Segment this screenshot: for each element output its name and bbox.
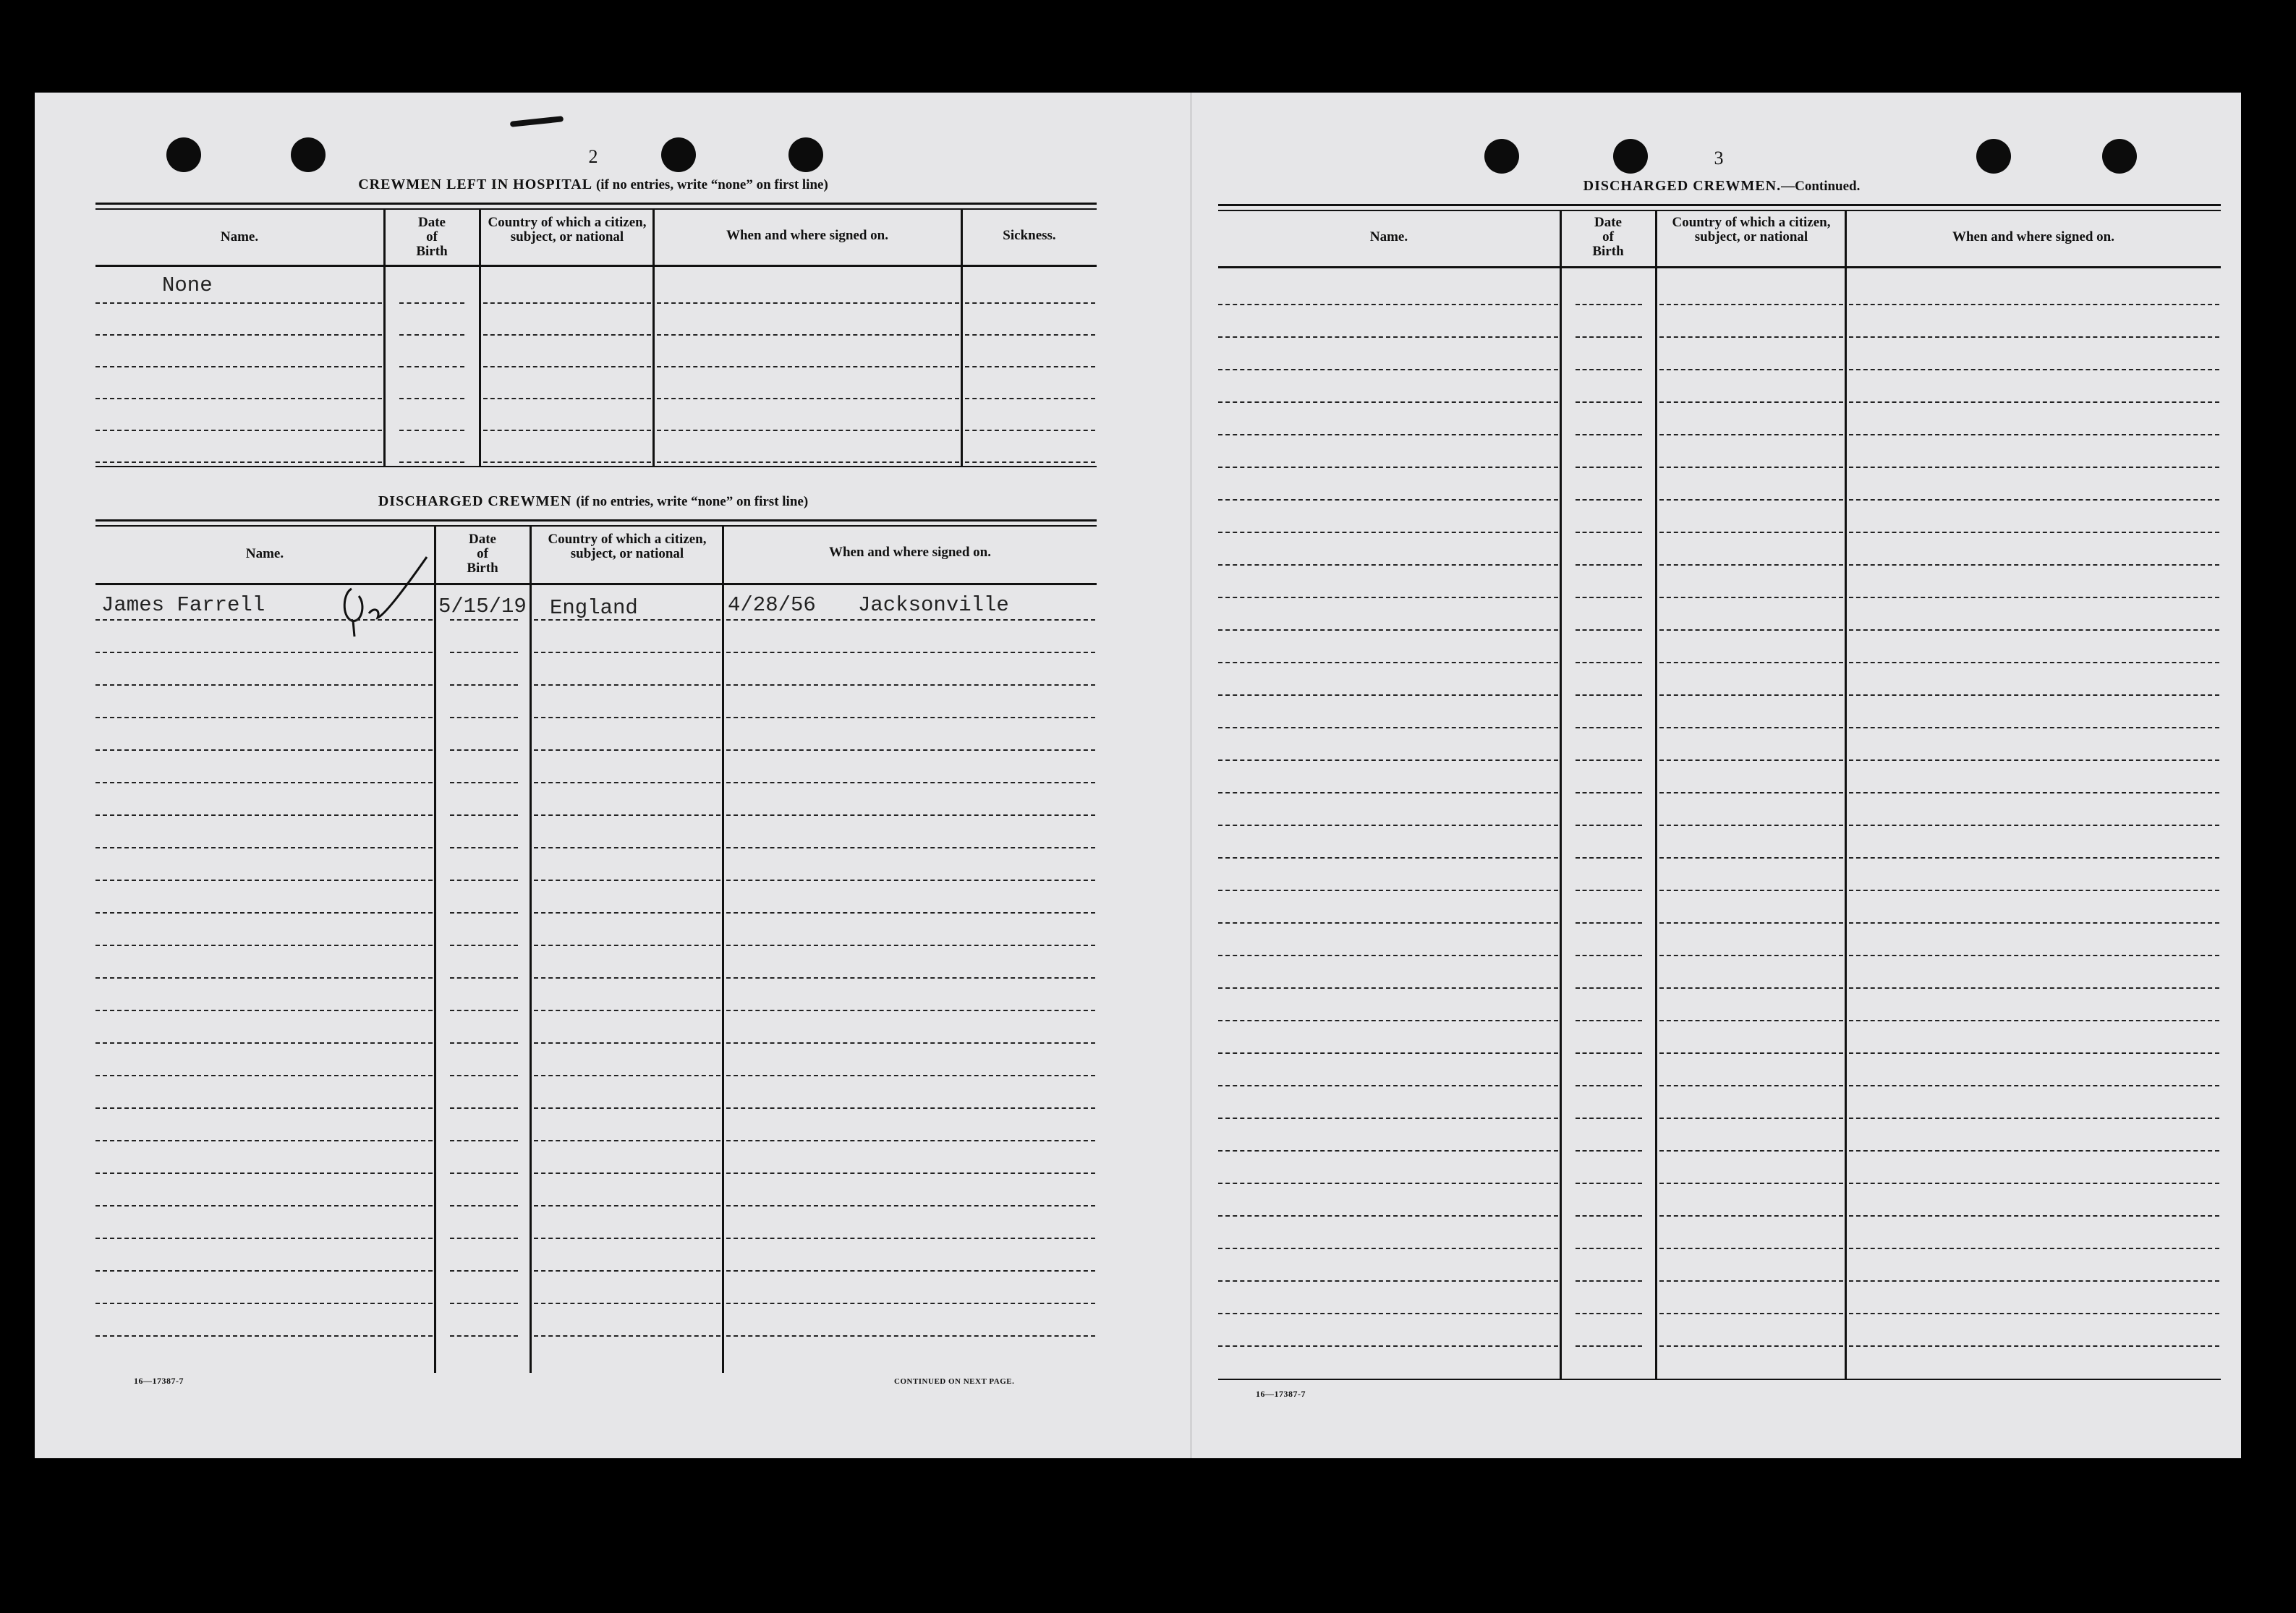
dashed-line <box>534 1140 720 1141</box>
hospital-row-name: None <box>162 273 213 297</box>
dashed-line <box>726 782 1095 783</box>
dashed-line <box>1659 792 1843 793</box>
dashed-line <box>1576 727 1642 728</box>
dashed-line <box>95 366 382 367</box>
dashed-line <box>1659 597 1843 598</box>
dashed-line <box>1849 1118 2219 1119</box>
dashed-line <box>534 1335 720 1337</box>
dashed-line <box>1218 401 1558 403</box>
dashed-line <box>726 652 1095 653</box>
dashed-line <box>1218 857 1558 859</box>
punch-hole <box>1976 139 2011 174</box>
dashed-line <box>399 398 464 399</box>
dashed-line <box>1218 694 1558 696</box>
dashed-line <box>1849 955 2219 956</box>
dashed-line <box>1218 369 1558 370</box>
dashed-line <box>450 684 518 686</box>
dashed-line <box>95 782 433 783</box>
dashed-line <box>1218 1052 1558 1054</box>
dashed-line <box>95 847 433 848</box>
dashed-line <box>965 461 1095 463</box>
dashed-line <box>534 814 720 816</box>
dashed-line <box>1659 336 1843 338</box>
hospital-section-title: CREWMEN LEFT IN HOSPITAL (if no entries, write “none” on first line) <box>358 176 828 192</box>
dashed-line <box>95 1042 433 1044</box>
dashed-line <box>1218 890 1558 891</box>
dashed-line <box>1576 955 1642 956</box>
dashed-line <box>534 782 720 783</box>
continued-note: CONTINUED ON NEXT PAGE. <box>894 1377 1015 1386</box>
dashed-line <box>657 334 959 336</box>
dashed-line <box>95 1075 433 1076</box>
dashed-line <box>1659 1118 1843 1119</box>
dashed-line <box>450 1238 518 1239</box>
dashed-line <box>1576 467 1642 468</box>
punch-hole <box>1484 139 1519 174</box>
dashed-line <box>1659 1020 1843 1021</box>
dashed-line <box>1576 1248 1642 1249</box>
dashed-line <box>1849 1345 2219 1347</box>
dashed-line <box>1218 1215 1558 1217</box>
dashed-line <box>1576 1150 1642 1152</box>
dashed-line <box>1849 401 2219 403</box>
dashed-line <box>1576 759 1642 761</box>
dashed-line <box>450 912 518 914</box>
dashed-line <box>1849 597 2219 598</box>
dashed-line <box>1849 1313 2219 1314</box>
dashed-line <box>1849 1052 2219 1054</box>
dashed-line <box>726 717 1095 718</box>
dashed-line <box>95 398 382 399</box>
dashed-line <box>483 302 651 304</box>
dashed-line <box>1218 662 1558 663</box>
dashed-line <box>726 977 1095 979</box>
dashed-line <box>1849 336 2219 338</box>
punch-hole <box>2102 139 2137 174</box>
dashed-line <box>1659 1150 1843 1152</box>
dashed-line <box>726 880 1095 881</box>
dashed-line <box>95 302 382 304</box>
dashed-line <box>1218 825 1558 826</box>
col-header-sickness: Sickness. <box>1003 228 1056 243</box>
dashed-line <box>657 430 959 431</box>
dashed-line <box>726 1270 1095 1272</box>
dashed-line <box>965 334 1095 336</box>
dashed-line <box>450 1172 518 1174</box>
dashed-line <box>95 880 433 881</box>
dashed-line <box>726 847 1095 848</box>
dashed-line <box>1849 369 2219 370</box>
dashed-line <box>1218 1118 1558 1119</box>
dashed-line <box>399 366 464 367</box>
dashed-line <box>95 1107 433 1109</box>
punch-hole <box>1613 139 1648 174</box>
dashed-line <box>1849 890 2219 891</box>
dashed-line <box>657 398 959 399</box>
dashed-line <box>1659 434 1843 435</box>
dashed-line <box>726 1075 1095 1076</box>
dashed-line <box>1659 662 1843 663</box>
dashed-line <box>1849 434 2219 435</box>
form-number: 16—17387-7 <box>134 1376 184 1386</box>
punch-hole <box>166 137 201 172</box>
dashed-line <box>1218 467 1558 468</box>
dashed-line <box>1849 792 2219 793</box>
dashed-line <box>1659 955 1843 956</box>
dashed-line <box>1659 401 1843 403</box>
crewman-signed-place: Jacksonville <box>858 593 1009 617</box>
dashed-line <box>534 619 720 621</box>
dashed-line <box>95 1172 433 1174</box>
dashed-line <box>1849 467 2219 468</box>
dashed-line <box>1218 1313 1558 1314</box>
dashed-line <box>1576 1052 1642 1054</box>
dashed-line <box>1576 401 1642 403</box>
dashed-line <box>1849 1020 2219 1021</box>
dashed-line <box>534 977 720 979</box>
dashed-line <box>1659 499 1843 501</box>
page-number: 3 <box>1714 148 1724 169</box>
dashed-line <box>726 945 1095 946</box>
dashed-line <box>1218 564 1558 566</box>
dashed-line <box>1576 499 1642 501</box>
dashed-line <box>1659 304 1843 305</box>
dashed-line <box>1659 564 1843 566</box>
dashed-line <box>965 430 1095 431</box>
punch-hole <box>661 137 696 172</box>
dashed-line <box>534 1303 720 1304</box>
dashed-line <box>1659 629 1843 631</box>
dashed-line <box>450 1140 518 1141</box>
dashed-line <box>483 461 651 463</box>
dashed-line <box>1576 629 1642 631</box>
dashed-line <box>95 1270 433 1272</box>
dashed-line <box>450 619 518 621</box>
dashed-line <box>1659 1085 1843 1086</box>
dashed-line <box>1659 1215 1843 1217</box>
dashed-line <box>1849 1085 2219 1086</box>
dashed-line <box>1659 1345 1843 1347</box>
dashed-line <box>1218 1345 1558 1347</box>
hospital-table <box>95 203 1097 472</box>
dashed-line <box>95 619 433 621</box>
dashed-line <box>1576 662 1642 663</box>
dashed-line <box>450 1075 518 1076</box>
discharged-table <box>95 519 1097 1373</box>
dashed-line <box>534 1075 720 1076</box>
dashed-line <box>534 880 720 881</box>
dashed-line <box>1849 1183 2219 1184</box>
dashed-line <box>1849 857 2219 859</box>
dashed-line <box>1576 694 1642 696</box>
dashed-line <box>1849 694 2219 696</box>
dashed-line <box>399 334 464 336</box>
dashed-line <box>726 1303 1095 1304</box>
dashed-line <box>1659 369 1843 370</box>
dashed-line <box>95 1335 433 1337</box>
dashed-line <box>1849 987 2219 989</box>
dashed-line <box>1218 499 1558 501</box>
dashed-line <box>450 1205 518 1206</box>
dashed-line <box>1849 1248 2219 1249</box>
dashed-line <box>399 302 464 304</box>
dashed-line <box>1576 987 1642 989</box>
dashed-line <box>1218 922 1558 924</box>
dashed-line <box>1576 532 1642 533</box>
dashed-line <box>657 302 959 304</box>
dashed-line <box>726 1172 1095 1174</box>
form-number: 16—17387-7 <box>1256 1389 1306 1399</box>
col-header-signed: When and where signed on. <box>828 545 991 560</box>
dashed-line <box>1659 759 1843 761</box>
col-header-dob: Date of Birth <box>467 532 498 576</box>
dashed-line <box>95 945 433 946</box>
dashed-line <box>1659 1280 1843 1282</box>
dashed-line <box>483 334 651 336</box>
dashed-line <box>1576 336 1642 338</box>
dashed-line <box>483 430 651 431</box>
dashed-line <box>450 1107 518 1109</box>
dashed-line <box>1849 759 2219 761</box>
col-header-dob: Date of Birth <box>416 215 448 259</box>
dashed-line <box>1576 1118 1642 1119</box>
col-header-signed: When and where signed on. <box>726 228 888 243</box>
dashed-line <box>1576 1345 1642 1347</box>
dashed-line <box>450 977 518 979</box>
dashed-line <box>1218 1248 1558 1249</box>
dashed-line <box>534 1238 720 1239</box>
col-header-country: Country of which a citizen, subject, or national <box>1672 215 1831 244</box>
crewman-name: James Farrell <box>101 593 265 617</box>
dashed-line <box>1218 1085 1558 1086</box>
dashed-line <box>95 1140 433 1141</box>
dashed-line <box>1218 759 1558 761</box>
discharged-section-title: DISCHARGED CREWMEN (if no entries, write “none” on first line) <box>378 493 809 509</box>
crewman-country: England <box>550 596 638 620</box>
col-header-name: Name. <box>245 546 284 561</box>
dashed-line <box>534 1010 720 1011</box>
crewman-dob: 5/15/19 <box>438 595 527 618</box>
dashed-line <box>726 619 1095 621</box>
dashed-line <box>450 1303 518 1304</box>
dashed-line <box>1849 1150 2219 1152</box>
dashed-line <box>726 1205 1095 1206</box>
dashed-line <box>726 912 1095 914</box>
dashed-line <box>95 652 433 653</box>
dashed-line <box>1576 1280 1642 1282</box>
dashed-line <box>1576 369 1642 370</box>
dashed-line <box>95 977 433 979</box>
punch-hole <box>788 137 823 172</box>
dashed-line <box>965 366 1095 367</box>
discharged-continued-title: DISCHARGED CREWMEN.—Continued. <box>1583 178 1861 194</box>
dashed-line <box>1659 1248 1843 1249</box>
dashed-line <box>450 1270 518 1272</box>
dashed-line <box>1849 662 2219 663</box>
dashed-line <box>1576 1183 1642 1184</box>
dashed-line <box>1218 434 1558 435</box>
dashed-line <box>483 398 651 399</box>
dashed-line <box>95 1010 433 1011</box>
dashed-line <box>1218 597 1558 598</box>
dashed-line <box>1659 857 1843 859</box>
dashed-line <box>1576 792 1642 793</box>
dashed-line <box>1576 1313 1642 1314</box>
dashed-line <box>399 461 464 463</box>
col-header-country: Country of which a citizen, subject, or national <box>548 532 707 561</box>
dashed-line <box>1218 727 1558 728</box>
dashed-line <box>1218 792 1558 793</box>
dashed-line <box>1576 1215 1642 1217</box>
dashed-line <box>657 366 959 367</box>
dashed-line <box>657 461 959 463</box>
punch-hole <box>291 137 326 172</box>
dashed-line <box>95 461 382 463</box>
dashed-line <box>1218 336 1558 338</box>
dashed-line <box>1218 304 1558 305</box>
dashed-line <box>1659 890 1843 891</box>
dashed-line <box>1218 1020 1558 1021</box>
dashed-line <box>534 945 720 946</box>
dashed-line <box>534 1205 720 1206</box>
dashed-line <box>483 366 651 367</box>
handwritten-check-mark <box>327 535 435 644</box>
dashed-line <box>1218 1183 1558 1184</box>
dashed-line <box>1576 825 1642 826</box>
dashed-line <box>450 814 518 816</box>
dashed-line <box>726 1335 1095 1337</box>
dashed-line <box>1218 629 1558 631</box>
dashed-line <box>726 1238 1095 1239</box>
dashed-line <box>726 1010 1095 1011</box>
dashed-line <box>450 749 518 751</box>
dashed-line <box>726 814 1095 816</box>
dashed-line <box>726 1140 1095 1141</box>
dashed-line <box>1659 922 1843 924</box>
dashed-line <box>965 302 1095 304</box>
discharged-continued-table <box>1218 204 2221 1382</box>
dashed-line <box>1849 499 2219 501</box>
dashed-line <box>1576 304 1642 305</box>
dashed-line <box>95 684 433 686</box>
dashed-line <box>1576 890 1642 891</box>
dashed-line <box>1576 857 1642 859</box>
dashed-line <box>1218 1280 1558 1282</box>
dashed-line <box>95 1238 433 1239</box>
dashed-line <box>534 1042 720 1044</box>
dashed-line <box>1659 694 1843 696</box>
dashed-line <box>534 749 720 751</box>
dashed-line <box>1218 532 1558 533</box>
dashed-line <box>1849 304 2219 305</box>
dashed-line <box>1576 922 1642 924</box>
dashed-line <box>1218 987 1558 989</box>
dashed-line <box>534 652 720 653</box>
col-header-signed: When and where signed on. <box>1952 229 2114 244</box>
dashed-line <box>95 912 433 914</box>
dashed-line <box>450 782 518 783</box>
dashed-line <box>1659 1052 1843 1054</box>
dashed-line <box>1659 1183 1843 1184</box>
dashed-line <box>450 652 518 653</box>
dashed-line <box>1849 825 2219 826</box>
dashed-line <box>965 398 1095 399</box>
page-number: 2 <box>588 146 598 167</box>
dashed-line <box>95 814 433 816</box>
dashed-line <box>1576 1085 1642 1086</box>
dashed-line <box>1849 629 2219 631</box>
dashed-line <box>1218 955 1558 956</box>
dashed-line <box>1849 1280 2219 1282</box>
dashed-line <box>1849 727 2219 728</box>
dashed-line <box>726 684 1095 686</box>
dashed-line <box>1659 825 1843 826</box>
dashed-line <box>1659 727 1843 728</box>
dashed-line <box>1576 564 1642 566</box>
dashed-line <box>1576 434 1642 435</box>
dashed-line <box>534 1172 720 1174</box>
dashed-line <box>1659 987 1843 989</box>
dashed-line <box>726 749 1095 751</box>
dashed-line <box>450 847 518 848</box>
dashed-line <box>1576 1020 1642 1021</box>
dashed-line <box>95 717 433 718</box>
dashed-line <box>450 880 518 881</box>
dashed-line <box>1849 922 2219 924</box>
dashed-line <box>534 847 720 848</box>
dashed-line <box>1576 597 1642 598</box>
dashed-line <box>95 334 382 336</box>
dashed-line <box>1849 532 2219 533</box>
page-fold <box>1190 93 1192 1458</box>
dashed-line <box>534 684 720 686</box>
dashed-line <box>95 1303 433 1304</box>
dashed-line <box>95 1205 433 1206</box>
dashed-line <box>534 1107 720 1109</box>
dashed-line <box>450 1335 518 1337</box>
dashed-line <box>399 430 464 431</box>
col-header-name: Name. <box>220 229 259 244</box>
dashed-line <box>534 717 720 718</box>
dashed-line <box>450 1010 518 1011</box>
dashed-line <box>1849 1215 2219 1217</box>
dashed-line <box>95 749 433 751</box>
dashed-line <box>1849 564 2219 566</box>
dashed-line <box>450 1042 518 1044</box>
dashed-line <box>450 717 518 718</box>
dashed-line <box>1659 1313 1843 1314</box>
dashed-line <box>1218 1150 1558 1152</box>
dashed-line <box>95 430 382 431</box>
dashed-line <box>726 1042 1095 1044</box>
col-header-dob: Date of Birth <box>1592 215 1624 259</box>
col-header-name: Name. <box>1369 229 1408 244</box>
crewman-signed-date: 4/28/56 <box>728 593 816 617</box>
col-header-country: Country of which a citizen, subject, or national <box>488 215 647 244</box>
dashed-line <box>1659 532 1843 533</box>
dashed-line <box>534 912 720 914</box>
dashed-line <box>450 945 518 946</box>
dashed-line <box>534 1270 720 1272</box>
dashed-line <box>1659 467 1843 468</box>
dashed-line <box>726 1107 1095 1109</box>
